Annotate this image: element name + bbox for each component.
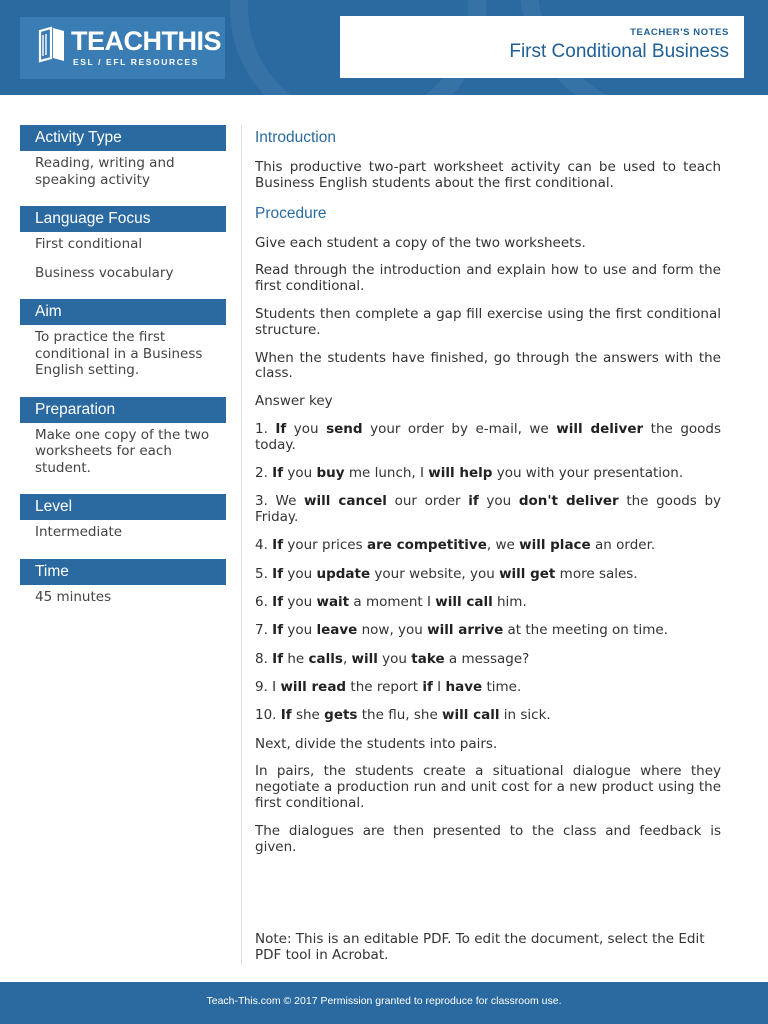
introduction-heading: Introduction [255,129,336,146]
answer-segment: the goods today. [255,420,722,453]
answer-item [255,422,721,454]
answer-item [255,494,721,526]
time-section [20,559,226,606]
page-header [0,0,768,95]
page-title: First Conditional Business [509,41,729,62]
teachers-notes-label: TEACHER'S NOTES [630,27,729,38]
open-book-icon [36,25,68,63]
procedure-heading: Procedure [255,204,327,222]
answer-bold-segment: will call [442,707,500,724]
answer-segment: an order. [590,537,656,554]
page-footer [0,982,768,1024]
answer-segment: 1. [255,420,276,437]
answer-segment: in sick. [499,707,551,724]
answer-bold-segment: If [275,420,287,437]
sidebar [20,125,226,623]
answer-segment: the flu, she [357,707,443,724]
answer-segment: 3. We [255,493,305,510]
answer-bold-segment: take [411,650,445,667]
preparation-text: Make one copy of the two worksheets for each student. [35,426,210,476]
aim-heading: Aim [20,299,226,325]
answer-segment: you [283,622,317,639]
answer-bold-segment: will deliver [556,420,644,437]
language-focus-item: Business vocabulary [35,264,174,281]
answer-segment: him. [492,594,527,611]
logo-text: TEACHTHIS [71,26,221,56]
procedure-step: Give each student a copy of the two worksheets. [255,234,586,251]
answer-bold-segment: update [316,565,371,582]
answer-segment: she [291,707,325,724]
activity-type-heading: Activity Type [20,125,226,151]
preparation-section [20,397,226,477]
answer-segment: you [377,650,412,667]
logo [20,17,225,79]
answer-segment: you [283,465,317,482]
answer-bold-segment: wait [316,594,350,611]
answer-bold-segment: will call [435,594,493,611]
answer-segment: you [283,565,317,582]
answer-segment: 2. [255,465,273,482]
time-text: 45 minutes [35,588,112,605]
logo-subtitle: ESL / EFL RESOURCES [73,57,199,67]
answer-segment: 4. [255,537,273,554]
answer-segment: your website, you [370,565,500,582]
answer-segment: 8. [255,650,273,667]
answer-bold-segment: If [272,622,284,639]
answer-segment: a message? [444,650,530,667]
answer-segment: me lunch, I [344,465,429,482]
activity-type-text: Reading, writing and speaking activity [35,155,175,188]
editable-pdf-note: Note: This is an editable PDF. To edit the document, select the Edit PDF tool in Acrobat. [255,931,705,963]
answer-bold-segment: will get [499,565,556,582]
answer-item [255,623,721,639]
answer-segment: I [432,678,446,695]
level-text: Intermediate [35,524,123,540]
answer-bold-segment: will cancel [304,493,387,510]
answer-bold-segment: leave [316,622,358,639]
answer-item [255,538,721,554]
procedure-step: The dialogues are then presented to the class and feedback is given. [255,822,721,855]
answer-segment: 7. [255,622,273,639]
copyright-text: Teach-This.com © 2017 Permission granted to reproduce for classroom use. [206,995,562,1007]
answer-bold-segment: will arrive [427,622,504,639]
answer-segment: your order by e-mail, we [362,420,557,437]
answer-item [255,466,721,482]
language-focus-item: First conditional [35,236,143,252]
procedure-step: When the students have finished, go through the answers with the class. [255,349,721,382]
column-divider [241,125,242,965]
answer-segment: he [283,650,309,667]
activity-type-section [20,125,226,188]
time-heading: Time [20,559,226,585]
answer-item [255,680,721,696]
answer-segment: 6. [255,594,273,611]
answer-bold-segment: if [422,678,433,695]
answer-item [255,652,721,668]
answer-segment: more sales. [555,565,638,582]
answer-bold-segment: gets [324,707,358,724]
answer-key-label: Answer key [255,393,333,410]
answer-segment: 9. I [255,678,281,695]
answer-bold-segment: calls [308,650,343,667]
answer-segment: you with your presentation. [492,465,684,482]
answer-segment: a moment I [349,594,436,611]
aim-section [20,299,226,379]
answer-segment: at the meeting on time. [503,622,668,639]
answer-segment: the goods by Friday. [255,493,721,526]
language-focus-heading: Language Focus [20,206,226,232]
preparation-heading: Preparation [20,397,226,423]
answer-bold-segment: If [272,565,284,582]
answer-bold-segment: If [272,465,284,482]
answer-item [255,595,721,611]
answer-bold-segment: If [272,650,284,667]
aim-text: To practice the first conditional in a Business English setting. [35,329,203,378]
answer-segment: you [286,420,327,437]
answer-item [255,567,721,583]
introduction-text: This productive two-part worksheet activity can be used to teach Business English students about the first conditional. [255,159,721,191]
answer-bold-segment: If [272,594,284,611]
answer-segment: 5. [255,565,273,582]
answer-bold-segment: will help [428,465,493,482]
answer-segment: the report [346,678,423,695]
answer-bold-segment: don't deliver [518,493,619,510]
answer-bold-segment: If [280,707,292,724]
answer-item [255,708,721,724]
main-content [255,128,721,867]
answer-segment: , [342,650,352,667]
answer-segment: your prices [283,537,367,554]
answer-bold-segment: have [445,678,483,695]
answer-segment: , we [486,537,520,554]
answer-bold-segment: buy [316,465,345,482]
procedure-step: Students then complete a gap fill exercise using the first conditional structure. [255,305,721,338]
answer-bold-segment: are competitive [366,537,487,554]
answer-segment: you [283,594,317,611]
answer-bold-segment: will place [519,537,591,554]
answer-bold-segment: send [326,420,363,437]
answer-key-list [255,422,721,724]
title-box [340,16,744,78]
answer-segment: you [478,493,519,510]
level-section [20,494,226,541]
answer-segment: time. [482,678,522,695]
procedure-step: Next, divide the students into pairs. [255,735,498,752]
answer-bold-segment: will [351,650,378,667]
answer-segment: our order [386,493,469,510]
answer-bold-segment: will read [280,678,347,695]
answer-bold-segment: if [468,493,479,510]
answer-segment: 10. [255,707,281,724]
language-focus-section [20,206,226,281]
answer-segment: now, you [357,622,428,639]
procedure-step: Read through the introduction and explain how to use and form the first conditional. [255,262,721,295]
answer-bold-segment: If [272,537,284,554]
level-heading: Level [20,494,226,520]
procedure-step: In pairs, the students create a situational dialogue where they negotiate a production run and unit cost for a new product using the first conditional. [255,763,721,811]
